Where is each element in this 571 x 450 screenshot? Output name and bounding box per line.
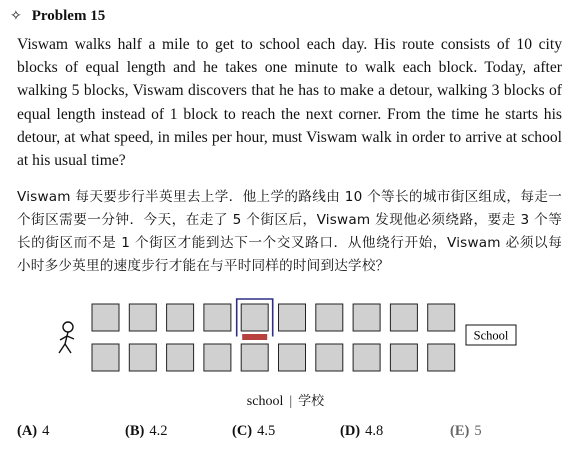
city-block-top-3 <box>167 304 194 331</box>
closed-road-segment <box>242 334 267 340</box>
city-block-bottom-1 <box>92 344 119 371</box>
city-block-top-1 <box>92 304 119 331</box>
city-block-top-7 <box>316 304 343 331</box>
city-block-bottom-7 <box>316 344 343 371</box>
caption-chinese: 学校 <box>298 394 325 409</box>
problem-title: Problem 15 <box>31 8 106 24</box>
city-block-bottom-6 <box>279 344 306 371</box>
route-diagram <box>0 290 571 382</box>
choice-e[interactable]: (E) 5 <box>450 423 482 439</box>
problem-text-english: Viswam walks half a mile to get to school each day. His route consists of 10 city blocks of equal length and he takes one minute to walk each block. Today, after walking 5 blocks, Viswam discovers that he has to make a detour, walking 3 blocks of equal length instead of 1 block to reach the next corner. From the time he starts his detour, at what speed, in miles per hour, must Viswam walk in order to arrive at school at his usual time? <box>17 36 562 170</box>
city-block-top-6 <box>279 304 306 331</box>
city-block-bottom-10 <box>428 344 455 371</box>
city-block-top-4 <box>204 304 231 331</box>
choice-a[interactable]: (A) 4 <box>17 423 50 439</box>
caption-separator: | <box>289 394 293 409</box>
school-box <box>466 325 516 345</box>
figure-caption <box>0 390 571 410</box>
city-block-top-2 <box>129 304 156 331</box>
city-block-bottom-3 <box>167 344 194 371</box>
problem-text-chinese: Viswam 每天要步行半英里去上学．他上学的路线由 10 个等长的城市街区组成，每走一个街区需要一分钟．今天，在走了 5 个街区后，Viswam 发现他必须绕路，要走 3 个等长的街区而不是 1 个街区才能到达下一个交叉路口．从他绕行开始，Viswam 必须以每小时多少英里的速度步行才能在与平时同样的时间到达学校？ <box>17 189 562 274</box>
city-block-bottom-4 <box>204 344 231 371</box>
star-icon: ✧ <box>10 9 22 24</box>
city-block-top-8 <box>353 304 380 331</box>
walker-figure <box>59 322 74 353</box>
bottom-row-blocks <box>92 344 455 371</box>
choice-b[interactable]: (B) 4.2 <box>125 423 168 439</box>
city-block-bottom-2 <box>129 344 156 371</box>
choice-c[interactable]: (C) 4.5 <box>232 423 276 439</box>
school-label: School <box>473 328 509 343</box>
city-block-top-10 <box>428 304 455 331</box>
problem-heading <box>10 8 105 25</box>
caption-english: school <box>246 394 284 409</box>
city-block-top-5 <box>241 304 268 331</box>
city-block-bottom-5 <box>241 344 268 371</box>
choice-d[interactable]: (D) 4.8 <box>340 423 384 439</box>
city-block-top-9 <box>390 304 417 331</box>
city-block-bottom-8 <box>353 344 380 371</box>
city-block-bottom-9 <box>390 344 417 371</box>
